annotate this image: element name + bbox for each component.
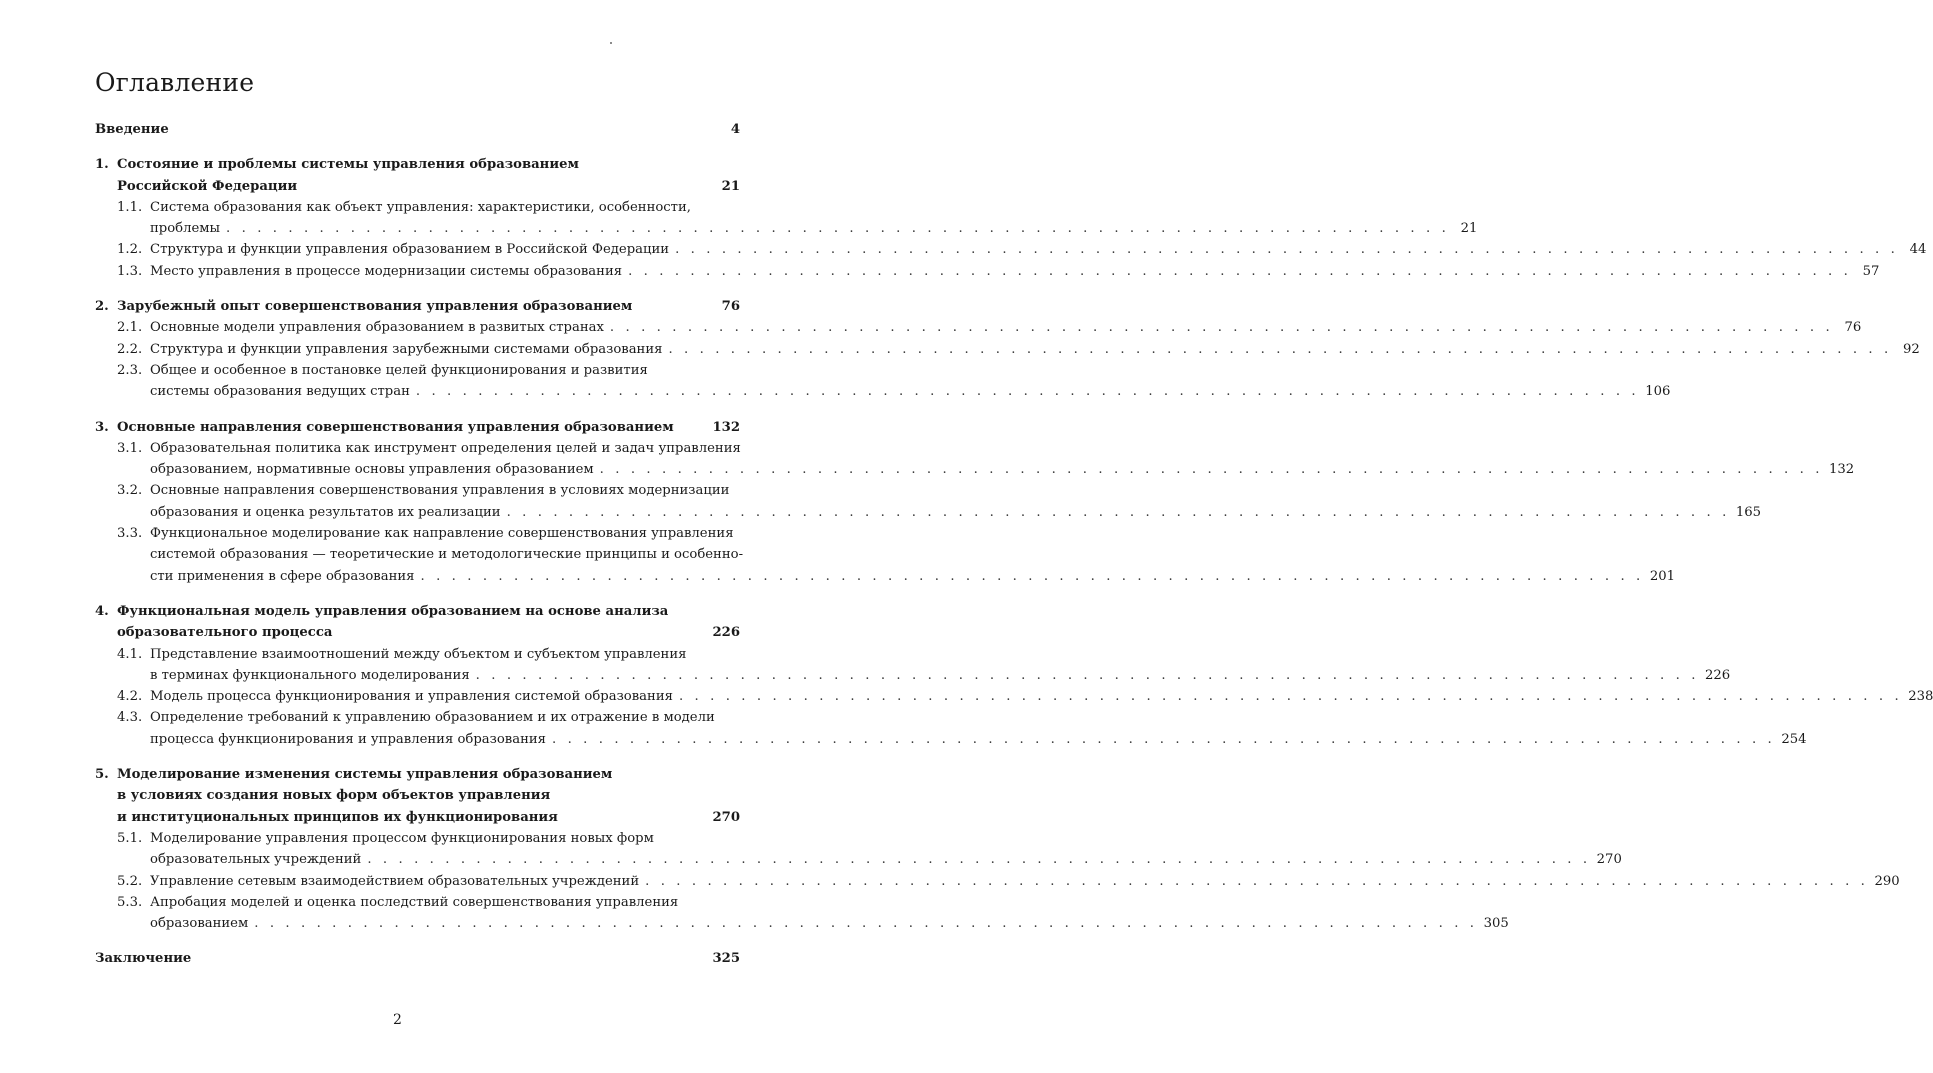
toc-conclusion-title: Заключение (95, 951, 192, 967)
toc-chapter-line[interactable] (95, 417, 740, 438)
toc-subsection-title: Апробация моделей и оценка последствий совершенствования управления (150, 894, 679, 910)
toc-subsection-line[interactable] (95, 913, 1509, 934)
toc-chapter-page: 21 (721, 178, 740, 194)
toc-chapter-title: образовательного процесса (117, 625, 333, 641)
toc-subsection-title: Общее и особенное в постановке целей функционирования и развития (150, 362, 648, 378)
toc-subsection-line[interactable] (95, 544, 744, 565)
toc-chapter-title: Моделирование изменения системы управления образованием (117, 767, 613, 783)
toc-chapters (95, 154, 1933, 934)
toc-subsection-page: 132 (1829, 462, 1855, 478)
toc-chapter-number: 1. (95, 157, 109, 173)
toc-subsection-line[interactable] (95, 892, 740, 913)
toc-subsection-title: Основные направления совершенствования управления в условиях модернизации (150, 483, 730, 499)
toc-subsection-line[interactable] (95, 502, 1762, 523)
toc-subsection-line[interactable] (95, 729, 1807, 750)
toc-subsection-line[interactable] (95, 218, 1478, 239)
toc-subsection-page: 290 (1874, 873, 1900, 889)
toc-chapter-number: 5. (95, 767, 109, 783)
toc-subsection-page: 57 (1862, 263, 1880, 279)
toc-subsection-page: 238 (1908, 689, 1933, 705)
toc-subsection-title: сти применения в сфере образования (150, 568, 415, 584)
toc-subsection-page: 254 (1781, 731, 1807, 747)
toc-page (95, 68, 1933, 984)
toc-chapter-title: Российской Федерации (117, 178, 298, 194)
scan-speck (610, 42, 612, 44)
toc-chapter-title: и институциональных принципов их функционирования (117, 809, 558, 825)
toc-chapter-title: в условиях создания новых форм объектов управления (117, 788, 551, 804)
toc-leader-dots: . . . . . . . . . . . . . . . . . . . . . . . . . . . . . . . . . . . . . . . . . . . . . . . . . . . . . . . . . . . . . . . . . . . . . . . . . . . . . . . (475, 667, 1699, 683)
toc-subsection-line[interactable] (95, 828, 740, 849)
toc-subsection-title: Определение требований к управлению образованием и их отражение в модели (150, 710, 715, 726)
toc-subsection-number: 3.1. (117, 440, 143, 456)
toc-subsection-page: 305 (1483, 916, 1509, 932)
toc-subsection-page: 76 (1844, 320, 1862, 336)
toc-subsection-title: Основные модели управления образованием в развитых странах (150, 320, 604, 336)
toc-subsection-title: Управление сетевым взаимодействием образовательных учреждений (150, 873, 640, 889)
toc-subsection-number: 5.3. (117, 894, 143, 910)
toc-subsection-title: Функциональное моделирование как направление совершенствования управления (150, 526, 734, 542)
toc-subsection-line[interactable] (95, 339, 1920, 360)
toc-chapter-line[interactable] (95, 807, 740, 828)
toc-subsection-number: 4.3. (117, 710, 143, 726)
toc-subsection-number: 2.1. (117, 320, 143, 336)
page-number: 2 (393, 1012, 402, 1028)
toc-subsection-line[interactable] (95, 707, 740, 728)
toc-subsection-title: Образовательная политика как инструмент определения целей и задач управления (150, 440, 741, 456)
toc-chapter-line[interactable] (95, 176, 740, 197)
toc-chapter-number: 2. (95, 299, 109, 315)
toc-subsection-number: 2.3. (117, 362, 143, 378)
toc-intro-page: 4 (730, 122, 740, 137)
toc-subsection-number: 3.2. (117, 483, 143, 499)
toc-chapter-number: 3. (95, 419, 109, 435)
toc-chapter-line[interactable] (95, 785, 740, 806)
toc-chapter (95, 154, 1927, 282)
toc-subsection-title: Представление взаимоотношений между объектом и субъектом управления (150, 646, 687, 662)
toc-subsection-line[interactable] (95, 665, 1731, 686)
toc-subsection-page: 44 (1909, 242, 1927, 258)
toc-chapter-number: 4. (95, 603, 109, 619)
toc-subsection-title: Место управления в процессе модернизации системы образования (150, 263, 623, 279)
toc-subsection-number: 5.1. (117, 830, 143, 846)
toc-subsection-title: системы образования ведущих стран (150, 384, 410, 400)
toc-intro-title: Введение (95, 122, 169, 137)
toc-leader-dots: . . . . . . . . . . . . . . . . . . . . . . . . . . . . . . . . . . . . . . . . . . . . . . . . . . . . . . . . . . . . . . . . . . . . . . . . . . . . . . . (367, 852, 1591, 868)
toc-subsection-line[interactable] (95, 523, 740, 544)
toc-subsection-title: системой образования — теоретические и методологические принципы и особенно- (150, 547, 744, 563)
toc-subsection-line[interactable] (95, 566, 1676, 587)
toc-chapter-title: Зарубежный опыт совершенствования управления образованием (117, 299, 633, 315)
toc-subsection-title: Моделирование управления процессом функционирования новых форм (150, 830, 654, 846)
toc-chapter-line[interactable] (95, 622, 740, 643)
toc-subsection-line[interactable] (95, 871, 1900, 892)
toc-leader-dots: . . . . . . . . . . . . . . . . . . . . . . . . . . . . . . . . . . . . . . . . . . . . . . . . . . . . . . . . . . . . . . . . . . . . . . . . . . . . . . . (609, 320, 1834, 336)
toc-leader-dots: . . . . . . . . . . . . . . . . . . . . . . . . . . . . . . . . . . . . . . . . . . . . . . . . . . . . . . . . . . . . . . . . . . . . . . . . . . . . . . . (551, 731, 1776, 747)
toc-conclusion-page: 325 (712, 951, 740, 967)
toc-chapter-page: 132 (712, 419, 740, 435)
toc-leader-dots: . . . . . . . . . . . . . . . . . . . . . . . . . . . . . . . . . . . . . . . . . . . . . . . . . . . . . . . . . . . . . . . . . . . . . . . . . . . . . . . (645, 873, 1869, 889)
toc-chapter-line[interactable] (95, 601, 740, 622)
toc-chapter-page: 226 (712, 625, 740, 641)
toc-subsection-page: 201 (1649, 568, 1676, 584)
toc-chapter-title: Функциональная модель управления образованием на основе анализа (117, 603, 669, 619)
toc-leader-dots: . . . . . . . . . . . . . . . . . . . . . . . . . . . . . . . . . . . . . . . . . . . . . . . . . . . . . . . . . . . . . . . . . . . . . . . . . . . . . . . (226, 221, 1450, 237)
toc-subsection-title: образования и оценка результатов их реализации (150, 504, 501, 520)
toc-subsection-line[interactable] (95, 261, 1880, 282)
toc-subsection-number: 1.1. (117, 199, 143, 215)
toc-subsection-line[interactable] (95, 686, 1933, 707)
toc-subsection-line[interactable] (95, 239, 1927, 260)
toc-leader-dots: . . . . . . . . . . . . . . . . . . . . . . . . . . . . . . . . . . . . . . . . . . . . . . . . . . . . . . . . . . . . . . . . . . . . . . . . . . . . . . . (675, 242, 1899, 258)
toc-subsection-title: в терминах функционального моделирования (150, 667, 470, 683)
toc-subsection-number: 2.2. (117, 341, 143, 357)
toc-subsection-page: 165 (1735, 504, 1762, 520)
toc-leader-dots: . . . . . . . . . . . . . . . . . . . . . . . . . . . . . . . . . . . . . . . . . . . . . . . . . . . . . . . . . . . . . . . . . . . . . . . . . . . . . . . (415, 384, 1640, 400)
toc-intro[interactable] (95, 119, 740, 140)
toc-subsection-title: Модель процесса функционирования и управления системой образования (150, 689, 673, 705)
toc-subsection-line[interactable] (95, 438, 740, 459)
toc-subsection-number: 1.3. (117, 263, 143, 279)
toc-leader-dots: . . . . . . . . . . . . . . . . . . . . . . . . . . . . . . . . . . . . . . . . . . . . . . . . . . . . . . . . . . . . . . . . . . . . . . . . . . . . . . . (668, 341, 1892, 357)
toc-chapter-title: Основные направления совершенствования управления образованием (117, 419, 674, 435)
toc-subsection-title: процесса функционирования и управления образования (150, 731, 546, 747)
toc-leader-dots: . . . . . . . . . . . . . . . . . . . . . . . . . . . . . . . . . . . . . . . . . . . . . . . . . . . . . . . . . . . . . . . . . . . . . . . . . . . . . . . (254, 916, 1478, 932)
toc-subsection-number: 1.2. (117, 242, 143, 258)
toc-subsection-line[interactable] (95, 480, 740, 501)
toc-subsection-number: 4.1. (117, 646, 143, 662)
toc-subsection-number: 5.2. (117, 873, 143, 889)
toc-subsection-line[interactable] (95, 360, 740, 381)
toc-chapter-title: Состояние и проблемы системы управления образованием (117, 157, 579, 173)
toc-subsection-line[interactable] (95, 317, 1862, 338)
toc-subsection-line[interactable] (95, 197, 740, 218)
toc-subsection-line[interactable] (95, 381, 1671, 402)
toc-subsection-title: образовательных учреждений (150, 852, 362, 868)
toc-leader-dots: . . . . . . . . . . . . . . . . . . . . . . . . . . . . . . . . . . . . . . . . . . . . . . . . . . . . . . . . . . . . . . . . . . . . . . . . . . . . . . . (420, 568, 1644, 584)
toc-chapter-page: 76 (721, 299, 740, 315)
toc-subsection-number: 4.2. (117, 689, 143, 705)
toc-leader-dots: . . . . . . . . . . . . . . . . . . . . . . . . . . . . . . . . . . . . . . . . . . . . . . . . . . . . . . . . . . . . . . . . . . . . . . . . . . . . . . . (506, 504, 1730, 520)
toc-subsection-page: 92 (1903, 341, 1920, 357)
toc-subsection-title: Структура и функции управления зарубежными системами образования (150, 341, 663, 357)
toc-chapter-line[interactable] (95, 154, 740, 175)
toc-chapter-line[interactable] (95, 764, 740, 785)
toc-chapter (95, 296, 1920, 402)
toc-subsection-title: Структура и функции управления образованием в Российской Федерации (150, 242, 670, 258)
toc-leader-dots: . . . . . . . . . . . . . . . . . . . . . . . . . . . . . . . . . . . . . . . . . . . . . . . . . . . . . . . . . . . . . . . . . . . . . . . . . . . . . . . (628, 263, 1852, 279)
toc-subsection-page: 106 (1645, 384, 1671, 400)
toc-subsection-page: 21 (1460, 221, 1478, 237)
toc-chapter (95, 764, 1900, 934)
toc-subsection-number: 3.3. (117, 526, 143, 542)
toc-subsection-line[interactable] (95, 459, 1855, 480)
toc-subsection-page: 270 (1596, 852, 1622, 868)
toc-subsection-line[interactable] (95, 644, 740, 665)
toc-subsection-title: Система образования как объект управления: характеристики, особенности, (150, 199, 691, 215)
toc-chapter (95, 417, 1855, 587)
toc-leader-dots: . . . . . . . . . . . . . . . . . . . . . . . . . . . . . . . . . . . . . . . . . . . . . . . . . . . . . . . . . . . . . . . . . . . . . . . . . . . . . . . (678, 689, 1903, 705)
toc-subsection-title: образованием, нормативные основы управления образованием (150, 462, 594, 478)
toc-leader-dots: . . . . . . . . . . . . . . . . . . . . . . . . . . . . . . . . . . . . . . . . . . . . . . . . . . . . . . . . . . . . . . . . . . . . . . . . . . . . . . . (599, 462, 1824, 478)
toc-conclusion[interactable] (95, 948, 740, 969)
toc-chapter-line[interactable] (95, 296, 740, 317)
toc-subsection-title: образованием (150, 916, 249, 932)
toc-chapter-page: 270 (712, 809, 740, 825)
toc-subsection-title: проблемы (150, 221, 221, 237)
page-title: Оглавление (95, 68, 255, 97)
toc-chapter (95, 601, 1933, 750)
toc-subsection-page: 226 (1705, 667, 1731, 683)
toc-subsection-line[interactable] (95, 849, 1622, 870)
